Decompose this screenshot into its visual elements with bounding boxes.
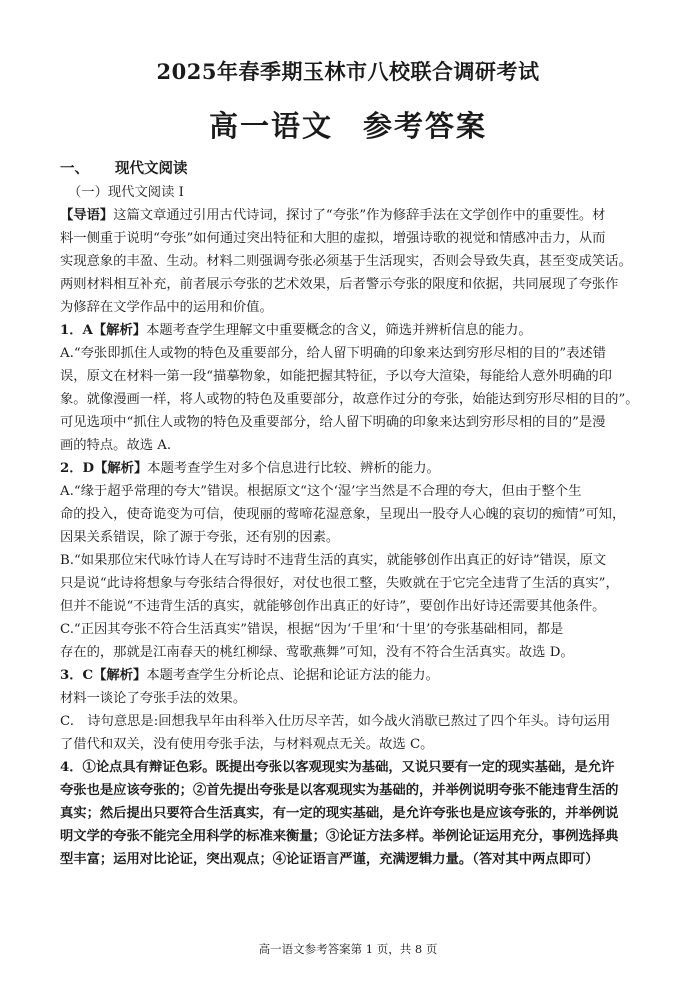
q3-heading (60, 664, 640, 687)
q2-line: 因果关系错误，除了源于夸张，还有别的因素。 (60, 530, 340, 545)
q1-label: 1．A【解析】 (60, 323, 147, 338)
guide-line (60, 204, 640, 227)
guide-line: 为修辞在文学作品中的运用和价值。 (60, 300, 273, 315)
q3-line: C. 诗句意思是:回想我早年由科举入仕历尽辛苦，如今战火消歇已熬过了四个年头。诗句运用 (60, 714, 611, 729)
q1-line: 画的特点。故选 A. (60, 438, 172, 453)
page-footer: 高一语文参考答案第 1 页，共 8 页 (258, 942, 438, 956)
q2-heading (60, 457, 640, 480)
doc-type-title: 参考答案 (363, 109, 488, 143)
section-heading (60, 156, 640, 181)
subject-title: 高一语文 (208, 109, 333, 143)
subsection-heading: （一）现代文阅读 I (68, 185, 184, 200)
q1-line: 可见选项中“抓住人或物的特色及重要部分，给人留下明确的印象来达到穷形尽相的目的”是漫 (60, 415, 606, 430)
guide-label: 【导语】 (60, 208, 114, 223)
q4-line: 明文学的夸张不能完全用科学的标准来衡量；③论证方法多样。举例论证运用充分，事例选择典 (60, 829, 619, 844)
q1-line: 误，原文在材料一第一段“描摹物象，如能把握其特征，予以夸大渲染，每能给人意外明确的印 (60, 369, 612, 384)
q3-label: 3．C【解析】 (60, 668, 147, 683)
q1-heading-text: 本题考查学生理解文中重要概念的含义，筛选并辨析信息的能力。 (146, 323, 532, 338)
q2-line: A.“缘于超乎常理的夸大”错误。根据原文“这个‘湿’字当然是不合理的夸大，但由于整个生 (60, 484, 582, 499)
q1-heading (60, 319, 640, 342)
q2-line: 存在的，那就是江南春天的桃红柳绿、莺歌燕舞”可知，没有不符合生活真实。故选 D。 (60, 645, 574, 660)
answer-body (60, 156, 640, 871)
q2-line: 但并不能说“不违背生活的真实，就能够创作出真正的好诗”，要创作出好诗还需要其他条件。 (60, 599, 606, 614)
q3-heading-text: 本题考查学生分析论点、论据和论证方法的能力。 (146, 668, 439, 683)
q2-line: 只是说“此诗将想象与夸张结合得很好，对仗也很工整，失败就在于它完全违背了生活的真实”， (60, 576, 619, 591)
q4-line: 4．①论点具有辩证色彩。既提出夸张以客观现实为基础，又说只要有一定的现实基础，是允许 (60, 760, 615, 775)
q3-line: 了借代和双关，没有使用夸张手法，与材料观点无关。故选 C。 (60, 737, 434, 752)
q2-label: 2．D【解析】 (60, 461, 148, 476)
q2-line: 命的投入，使奇诡变为可信，使现丽的莺啼花湿意象，呈现出一股夺人心魄的哀切的痴情”可知， (60, 507, 626, 522)
guide-line: 料一侧重于说明“夸张”如何通过突出特征和大胆的虚拟，增强诗歌的视觉和情感冲击力，从而 (60, 231, 606, 246)
q4-line: 型丰富；运用对比论证，突出观点；④论证语言严谨，充满逻辑力量。（答对其中两点即可） (60, 852, 599, 867)
guide-line: 两则材料相互补充，前者展示夸张的艺术效果，后者警示夸张的限度和依据，共同展现了夸张作 (60, 277, 619, 292)
guide-line: 实现意象的丰盈、生动。材料二则强调夸张必须基于生活现实，否则会导致失真，甚至变成笑话。 (60, 254, 632, 269)
q1-line: A.“夸张即抓住人或物的特色及重要部分，给人留下明确的印象来达到穷形尽相的目的”表述错 (60, 346, 607, 361)
q3-line: 材料一谈论了夸张手法的效果。 (60, 691, 247, 706)
q4-line: 真实；然后提出只要符合生活真实，有一定的现实基础，是允许夸张也是应该夸张的，并举例说 (60, 806, 619, 821)
q4-line: 夸张也是应该夸张的；②首先提出夸张是以客观现实为基础的，并举例说明夸张不能违背生活的 (60, 783, 619, 798)
section-number: 一、 (60, 160, 89, 177)
q1-line: 象。就像漫画一样，将人或物的特色及重要部分，故意作过分的夸张，始能达到穷形尽相的目的”。 (60, 392, 639, 407)
page-title (0, 104, 696, 145)
exam-title: 2025年春季期玉林市八校联合调研考试 (156, 59, 540, 84)
q2-line: B.“如果那位宋代咏竹诗人在写诗时不违背生活的真实，就能够创作出真正的好诗”错误，原文 (60, 553, 607, 568)
q2-line: C.“正因其夸张不符合生活真实”错误，根据“因为‘千里’和‘十里’的夸张基础相同，都是 (60, 622, 564, 637)
guide-text: 这篇文章通过引用古代诗词，探讨了“夸张”作为修辞手法在文学创作中的重要性。材 (113, 208, 606, 223)
q2-heading-text: 本题考查学生对多个信息进行比较、辨析的能力。 (147, 461, 440, 476)
section-title: 现代文阅读 (115, 160, 188, 177)
